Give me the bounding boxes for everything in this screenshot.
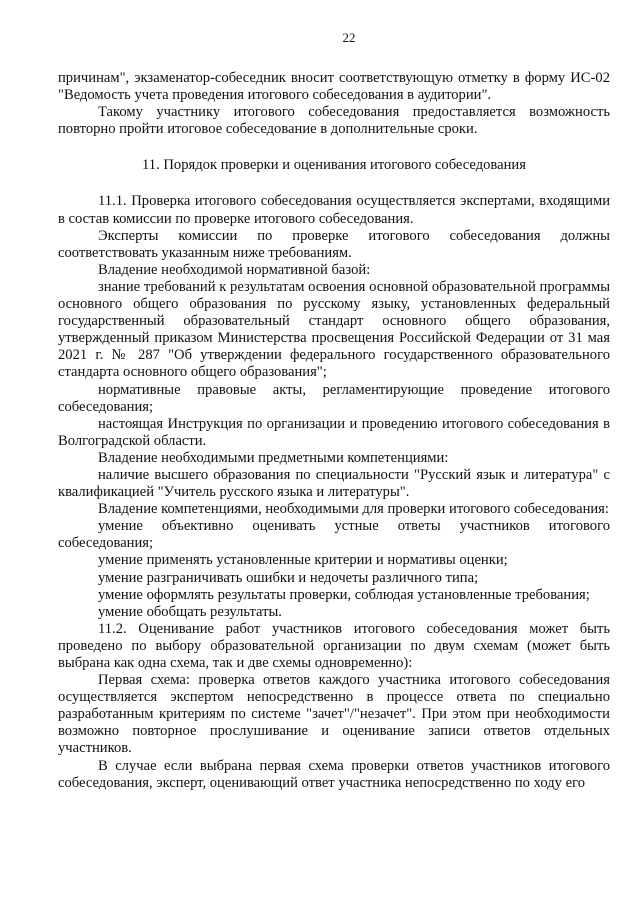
paragraph: умение разграничивать ошибки и недочеты различного типа; — [98, 569, 479, 586]
section-heading: 11. Порядок проверки и оценивания итогового собеседования — [142, 157, 526, 174]
paragraph: умение оформлять результаты проверки, соблюдая установленные требования; — [98, 586, 590, 603]
paragraph: Первая схема: проверка ответов каждого участника итогового собеседования осуществляется экспертом непосредственно в процессе ответа по специально разработанным критериям по системе "зачет"/"незачет". При этом при необходимости возможно повторное прослушивание и оценивание записи ответов отдельных участников. — [58, 672, 610, 757]
paragraph: 11.2. Оценивание работ участников итогового собеседования может быть проведено по выбору образовательной организации по двум схемам (может быть выбрана как одна схема, так и две схемы одновременно): — [58, 620, 610, 671]
paragraph: нормативные правовые акты, регламентирующие проведение итогового собеседования; — [58, 381, 610, 415]
document-page — [58, 30, 610, 792]
page-number: 22 — [342, 30, 356, 45]
paragraph: Владение компетенциями, необходимыми для проверки итогового собеседования: — [98, 501, 609, 518]
paragraph: знание требований к результатам освоения основной образовательной программы основного общего образования по русскому языку, установленных федеральный государственный образовательный стандарт основного общего образования, утвержденный приказом Министерства просвещения Российской Федерации от 31 мая 2021 г. № 287 "Об утверждении федерального государственного образовательного стандарта основного общего образования"; — [58, 278, 610, 381]
paragraph: Эксперты комиссии по проверке итогового собеседования должны соответствовать указанным ниже требованиям. — [58, 227, 610, 261]
paragraph: настоящая Инструкция по организации и проведению итогового собеседования в Волгоградской области. — [58, 415, 610, 449]
paragraph: умение объективно оценивать устные ответы участников итогового собеседования; — [58, 518, 610, 552]
paragraph: причинам", экзаменатор-собеседник вносит соответствующую отметку в форму ИС-02 "Ведомость учета проведения итогового собеседования в аудитории". — [58, 70, 610, 104]
paragraph: В случае если выбрана первая схема проверки ответов участников итогового собеседования, эксперт, оценивающий ответ участника непосредственно по ходу его — [58, 757, 610, 791]
paragraph: умение применять установленные критерии и нормативы оценки; — [98, 552, 508, 569]
paragraphs-after — [58, 193, 610, 791]
paragraph: наличие высшего образования по специальности "Русский язык и литература" с квалификацией "Учитель русского языка и литературы". — [58, 466, 610, 501]
paragraph: умение обобщать результаты. — [98, 603, 282, 620]
paragraph: 11.1. Проверка итогового собеседования осуществляется экспертами, входящими в состав комиссии по проверке итогового собеседования. — [58, 193, 610, 227]
paragraph: Такому участнику итогового собеседования предоставляется возможность повторно пройти итоговое собеседование в дополнительные сроки. — [58, 104, 610, 138]
paragraphs-before — [58, 70, 610, 138]
paragraph: Владение необходимой нормативной базой: — [98, 261, 371, 278]
paragraph: Владение необходимыми предметными компетенциями: — [98, 449, 449, 466]
